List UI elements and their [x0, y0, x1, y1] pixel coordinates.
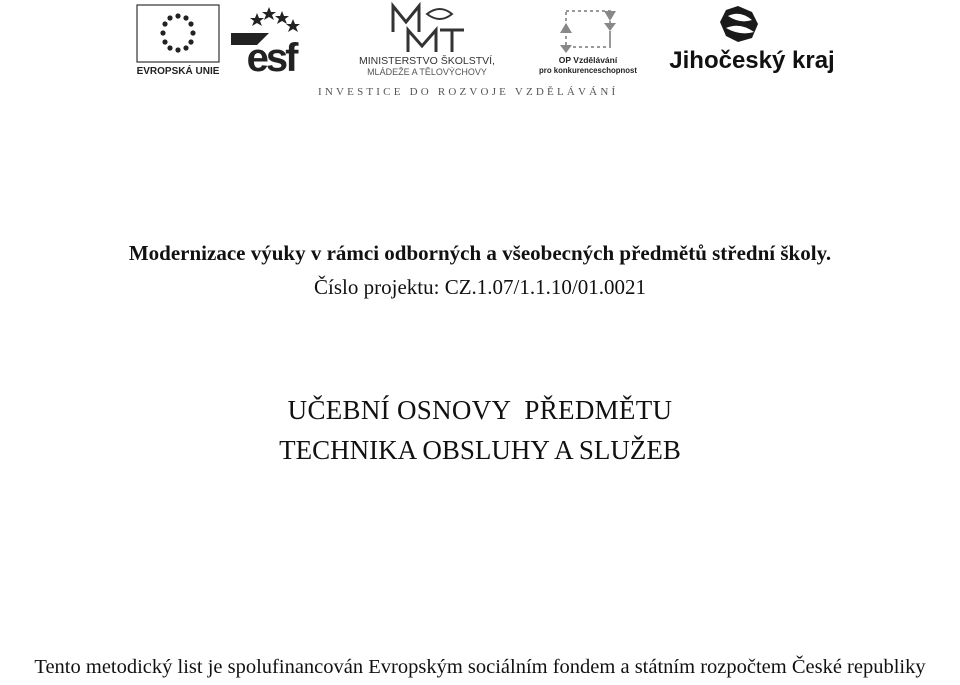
op-line2: pro konkurenceschopnost [539, 66, 637, 75]
msmt-line1: MINISTERSTVO ŠKOLSTVÍ, [359, 55, 495, 67]
msmt-monogram-icon [393, 6, 464, 52]
region-logo-text: Jihočeský kraj [669, 47, 835, 74]
eu-stars-icon [160, 13, 195, 52]
region-emblem-icon [720, 6, 758, 42]
document-title: UČEBNÍ OSNOVY PŘEDMĚTU [287, 395, 673, 425]
msmt-line2: MLÁDEŽE A TĚLOVÝCHOVY [367, 67, 487, 77]
jihocesky-kraj-logo [668, 2, 836, 77]
subject-title: TECHNIKA OBSLUHY A SLUŽEB [279, 435, 681, 465]
esf-logo [229, 3, 314, 75]
esf-stars-icon [250, 7, 300, 32]
op-arrows-icon [560, 11, 616, 53]
op-line1: OP Vzdělávání [558, 55, 618, 65]
project-number: Číslo projektu: CZ.1.07/1.1.10/01.0021 [314, 275, 646, 299]
msmt-logo [348, 2, 506, 77]
logo-bar [0, 0, 960, 100]
eu-logo-text: EVROPSKÁ UNIE [136, 66, 220, 77]
tagline: INVESTICE DO ROZVOJE VZDĚLÁVÁNÍ [318, 86, 619, 98]
funding-note: Tento metodický list je spolufinancován Evropským sociálním fondem a státním rozpočtem České republiky [34, 656, 926, 678]
op-vzdelavani-logo [538, 3, 638, 75]
esf-logo-text: esf [246, 36, 296, 75]
project-title: Modernizace výuky v rámci odborných a všeobecných předmětů střední školy. [128, 241, 832, 265]
eu-flag-logo [133, 3, 223, 78]
